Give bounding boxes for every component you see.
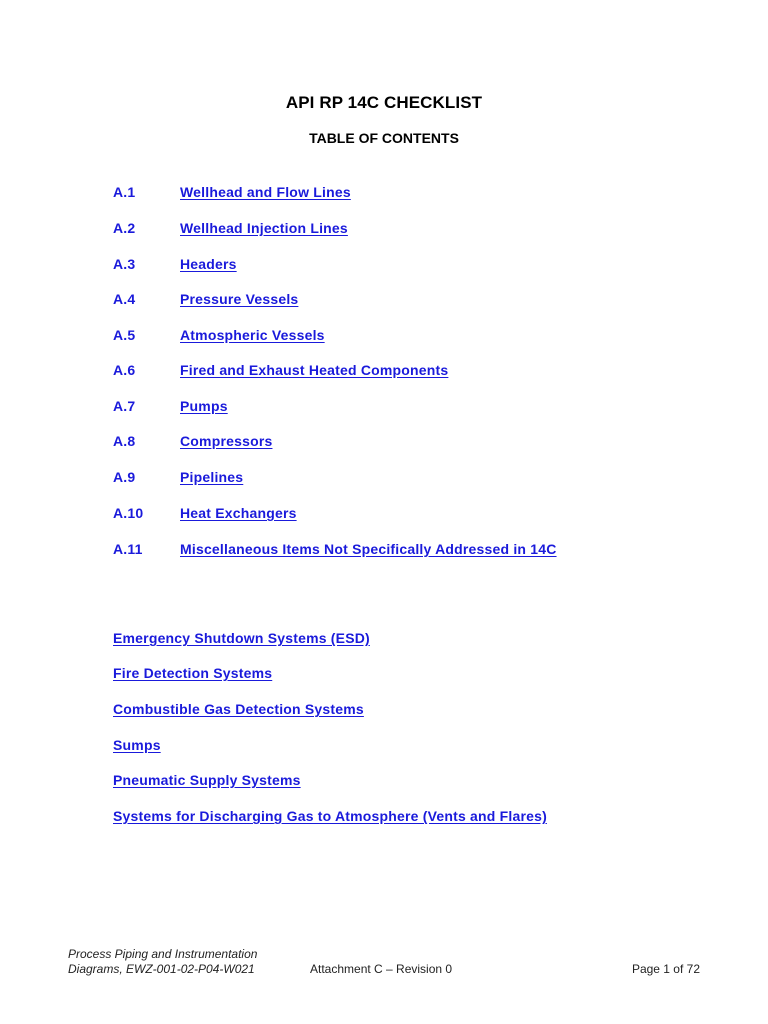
footer-page-number: Page 1 of 72 [631,962,700,976]
systems-link-sumps[interactable]: Sumps [113,737,161,753]
toc-label: Wellhead and Flow Lines [180,184,351,200]
toc-number: A.7 [113,398,136,414]
systems-link-esd[interactable]: Emergency Shutdown Systems (ESD) [113,630,370,646]
toc-number: A.8 [113,433,136,449]
toc-label: Headers [180,256,237,272]
toc-number: A.4 [113,291,136,307]
systems-link-gas-detection[interactable]: Combustible Gas Detection Systems [113,701,364,717]
toc-label: Pipelines [180,469,244,485]
toc-link-a8[interactable] [113,433,272,449]
toc-number: A.2 [113,220,136,236]
toc-label: Atmospheric Vessels [180,327,325,343]
toc-label: Pumps [180,398,228,414]
toc-label: Miscellaneous Items Not Specifically Addressed in 14C [180,541,557,557]
toc-link-a10[interactable] [113,505,297,521]
footer-document-reference [68,947,257,977]
toc-link-a4[interactable] [113,291,298,307]
toc-heading: TABLE OF CONTENTS [309,130,459,146]
toc-label: Wellhead Injection Lines [180,220,348,236]
toc-number: A.3 [113,256,136,272]
toc-link-a7[interactable] [113,398,228,414]
toc-label: Compressors [180,433,273,449]
toc-label: Pressure Vessels [180,291,299,307]
toc-link-a6[interactable] [113,362,448,378]
toc-link-a5[interactable] [113,327,325,343]
toc-number: A.1 [113,184,136,200]
toc-number: A.6 [113,362,136,378]
systems-link-pneumatic-supply[interactable]: Pneumatic Supply Systems [113,772,301,788]
systems-link-fire-detection[interactable]: Fire Detection Systems [113,665,273,681]
footer-attachment: Attachment C – Revision 0 [310,962,453,976]
footer-left-line1: Process Piping and Instrumentation [68,947,258,961]
toc-link-a2[interactable] [113,220,348,236]
toc-label: Fired and Exhaust Heated Components [180,362,449,378]
toc-number: A.10 [113,505,144,521]
systems-link-vents-flares[interactable]: Systems for Discharging Gas to Atmosphere (Vents and Flares) [113,808,547,824]
toc-label: Heat Exchangers [180,505,297,521]
toc-link-a9[interactable] [113,469,243,485]
toc-number: A.9 [113,469,136,485]
toc-link-a11[interactable] [113,541,557,557]
document-title: API RP 14C CHECKLIST [285,93,483,112]
toc-link-a3[interactable] [113,256,237,272]
toc-link-a1[interactable] [113,184,351,200]
toc-number: A.11 [113,541,143,557]
footer-left-line2: Diagrams, EWZ-001-02-P04-W021 [68,962,255,976]
toc-number: A.5 [113,327,136,343]
